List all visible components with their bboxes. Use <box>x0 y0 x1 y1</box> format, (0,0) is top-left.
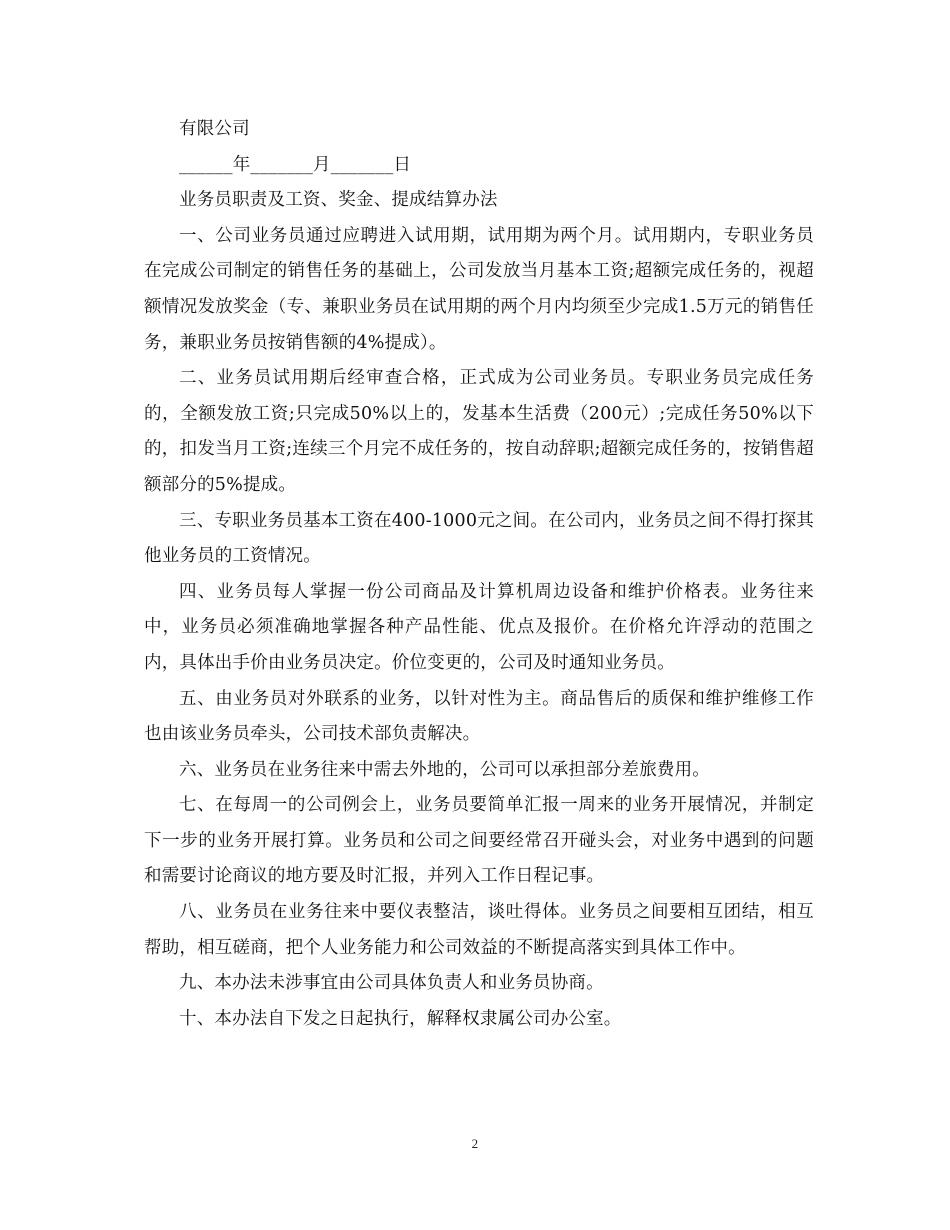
clause-6: 六、业务员在业务往来中需去外地的，公司可以承担部分差旅费用。 <box>179 759 710 780</box>
clause-8: 八、业务员在业务往来中要仪表整洁，谈吐得体。业务员之间要相互团结，相互帮助，相互磋商，把个人业务能力和公司效益的不断提高落实到具体工作中。 <box>144 902 814 958</box>
clause-2: 二、业务员试用期后经审查合格，正式成为公司业务员。专职业务员完成任务的，全额发放工资;只完成50%以上的，发基本生活费（200元）;完成任务50%以下的，扣发当月工资;连续三个月完不成任务的，按自动辞职;超额完成任务的，按销售超额部分的5%提成。 <box>144 368 814 495</box>
clause-5: 五、由业务员对外联系的业务，以针对性为主。商品售后的质保和维护维修工作也由该业务员牵头，公司技术部负责解决。 <box>144 688 814 745</box>
clause-9: 九、本办法未涉事宜由公司具体负责人和业务员协商。 <box>179 973 604 994</box>
document-body <box>144 112 814 1037</box>
clause-7: 七、在每周一的公司例会上，业务员要简单汇报一周来的业务开展情况，并制定下一步的业务开展打算。业务员和公司之间要经常召开碰头会，对业务中遇到的问题和需要讨论商议的地方要及时汇报，并列入工作日程记事。 <box>144 795 814 887</box>
clause-10: 十、本办法自下发之日起执行，解释权隶属公司办公室。 <box>179 1008 622 1029</box>
clause-3: 三、专职业务员基本工资在400-1000元之间。在公司内，业务员之间不得打探其他业务员的工资情况。 <box>144 510 814 567</box>
company-line: 有限公司 <box>179 119 250 139</box>
page-number: 2 <box>471 1136 479 1151</box>
document-title: 业务员职责及工资、奖金、提成结算办法 <box>179 190 498 211</box>
clause-1: 一、公司业务员通过应聘进入试用期，试用期为两个月。试用期内，专职业务员在完成公司制定的销售任务的基础上，公司发放当月基本工资;超额完成任务的，视超额情况发放奖金（专、兼职业务员在试用期的两个月内均须至少完成1.5万元的销售任务，兼职业务员按销售额的4%提成）。 <box>144 225 814 353</box>
date-line: ______年_______月_______日 <box>179 154 412 175</box>
clause-4: 四、业务员每人掌握一份公司商品及计算机周边设备和维护价格表。业务往来中，业务员必须准确地掌握各种产品性能、优点及报价。在价格允许浮动的范围之内，具体出手价由业务员决定。价位变更的，公司及时通知业务员。 <box>144 581 814 673</box>
